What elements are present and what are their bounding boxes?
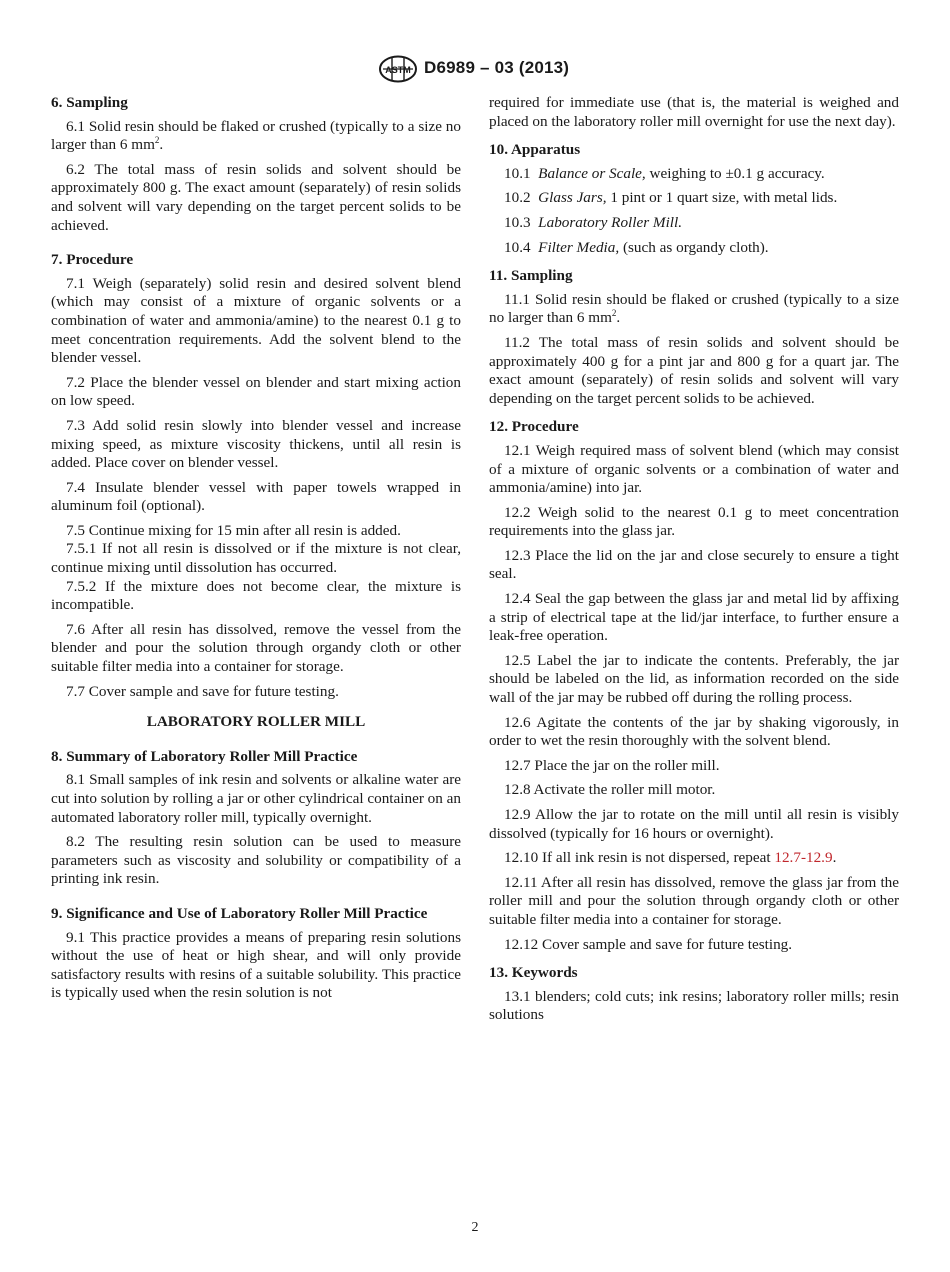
para-7-7: 7.7 Cover sample and save for future testing.: [66, 682, 339, 700]
para-7-4: 7.4 Insulate blender vessel with paper towels wrapped in aluminum foil (optional).: [51, 478, 461, 515]
para-7-5-2: 7.5.2 If the mixture does not become clear, the mixture is incompatible.: [51, 577, 461, 614]
para-9-1-continued: required for immediate use (that is, the material is weighed and placed on the laboratory roller mill overnight for use the next day).: [489, 94, 899, 130]
section-13-title: 13. Keywords: [489, 964, 578, 982]
lab-roller-mill-heading: LABORATORY ROLLER MILL: [146, 713, 366, 731]
para-12-7: 12.7 Place the jar on the roller mill.: [504, 756, 720, 774]
section-8-title: 8. Summary of Laboratory Roller Mill Practice: [51, 747, 358, 765]
document-designation: D6989 – 03 (2013): [424, 58, 570, 77]
cross-reference-link[interactable]: 12.7-12.9: [774, 849, 833, 867]
left-column: [51, 94, 461, 1009]
para-10-4: 10.4 Filter Media, (such as organdy cloth).: [504, 238, 769, 256]
para-11-1: 11.1 Solid resin should be flaked or crushed (typically to a size no larger than 6 $mm^2$.: [489, 290, 899, 327]
para-6-1: 6.1 Solid resin should be flaked or crushed (typically to a size no larger than 6 $mm^2$.: [51, 117, 461, 154]
para-12-1: 12.1 Weigh required mass of solvent blend (which may consist of a mixture of organic solvents or a combination of water and ammonia/amine) into jar.: [489, 441, 899, 497]
para-7-5: 7.5 Continue mixing for 15 min after all resin is added.: [66, 521, 401, 539]
para-9-1: 9.1 This practice provides a means of preparing resin solutions without the use of heat or high shear, and will only provide satisfactory results with resins of a suitable solubility. This practice is typically used when the resin solution is not: [51, 928, 461, 1002]
para-8-1: 8.1 Small samples of ink resin and solvents or alkaline water are cut into solution by rolling a jar or other cylindrical container on an automated laboratory roller mill, typically overnight.: [51, 771, 461, 826]
para-12-3: 12.3 Place the lid on the jar and close securely to ensure a tight seal.: [489, 546, 899, 583]
page-number: 2: [471, 1220, 479, 1235]
para-7-6: 7.6 After all resin has dissolved, remove the vessel from the blender and pour the solution through organdy cloth or other suitable filter media into a container for storage.: [51, 620, 461, 676]
para-10-1: 10.1 Balance or Scale, weighing to ±0.1 g accuracy.: [504, 164, 825, 182]
logo-text: ASTM: [385, 65, 411, 75]
section-11-title: 11. Sampling: [489, 267, 573, 285]
para-12-4: 12.4 Seal the gap between the glass jar and metal lid by affixing a strip of electrical tape at the lid/jar interface, to further ensure a leak-free operation.: [489, 590, 899, 645]
para-7-5-1: 7.5.1 If not all resin is dissolved or if the mixture is not clear, continue mixing until dissolution has occurred.: [51, 540, 461, 577]
section-7-title: 7. Procedure: [51, 251, 134, 269]
astm-logo-icon: [378, 55, 418, 83]
section-10-title: 10. Apparatus: [489, 141, 581, 159]
para-7-2: 7.2 Place the blender vessel on blender and start mixing action on low speed.: [51, 373, 461, 410]
para-12-6: 12.6 Agitate the contents of the jar by shaking vigorously, in order to wet the resin thoroughly with the solvent blend.: [489, 713, 899, 750]
section-6-title: 6. Sampling: [51, 94, 128, 111]
para-12-2: 12.2 Weigh solid to the nearest 0.1 g to meet concentration requirements into the glass jar.: [489, 503, 899, 540]
para-11-2: 11.2 The total mass of resin solids and solvent should be approximately 400 g for a pint jar and 800 g for a quart jar. The exact amount (separately) of resin solids and solvent will vary depending on the target percent solids to be achieved.: [489, 333, 899, 407]
section-9-title: 9. Significance and Use of Laboratory Roller Mill Practice: [51, 904, 428, 922]
section-12-title: 12. Procedure: [489, 418, 579, 436]
para-12-10: 12.10 If all ink resin is not dispersed, repeat 12.7-12.9.: [504, 849, 837, 867]
para-13-1: 13.1 blenders; cold cuts; ink resins; laboratory roller mills; resin solutions: [489, 987, 899, 1024]
para-7-1: 7.1 Weigh (separately) solid resin and desired solvent blend (which may consist of a mixture of organic solvents or a combination of water and ammonia/amine) to the nearest 0.1 g to meet concentration requirements. Add the solvent blend to the blender vessel.: [51, 274, 461, 367]
page-header: [0, 55, 950, 85]
para-12-12: 12.12 Cover sample and save for future testing.: [504, 935, 793, 953]
para-8-2: 8.2 The resulting resin solution can be used to measure parameters such as viscosity and solubility or compatibility of a printing ink resin.: [51, 833, 461, 888]
para-12-11: 12.11 After all resin has dissolved, remove the glass jar from the roller mill and pour the solution through organdy cloth or other suitable filter media into a container for storage.: [489, 873, 899, 928]
para-7-3: 7.3 Add solid resin slowly into blender vessel and increase mixing speed, as mixture viscosity thickens, until all resin is added. Place cover on blender vessel.: [51, 416, 461, 472]
para-10-3: 10.3 Laboratory Roller Mill.: [504, 213, 683, 231]
para-12-8: 12.8 Activate the roller mill motor.: [504, 781, 716, 799]
para-12-5: 12.5 Label the jar to indicate the contents. Preferably, the jar should be labeled on the lid, as information recorded on the side wall of the jar may be rubbed off during the rolling process.: [489, 651, 899, 707]
para-10-2: 10.2 Glass Jars, 1 pint or 1 quart size, with metal lids.: [504, 189, 838, 207]
para-6-2: 6.2 The total mass of resin solids and solvent should be approximately 800 g. The exact amount (separately) of resin solids and solvent will vary depending on the target percent solids to be achieved.: [51, 160, 461, 234]
right-column: [489, 94, 899, 1031]
para-12-9: 12.9 Allow the jar to rotate on the mill until all resin is visibly dissolved (typically for 16 hours or overnight).: [489, 806, 899, 842]
